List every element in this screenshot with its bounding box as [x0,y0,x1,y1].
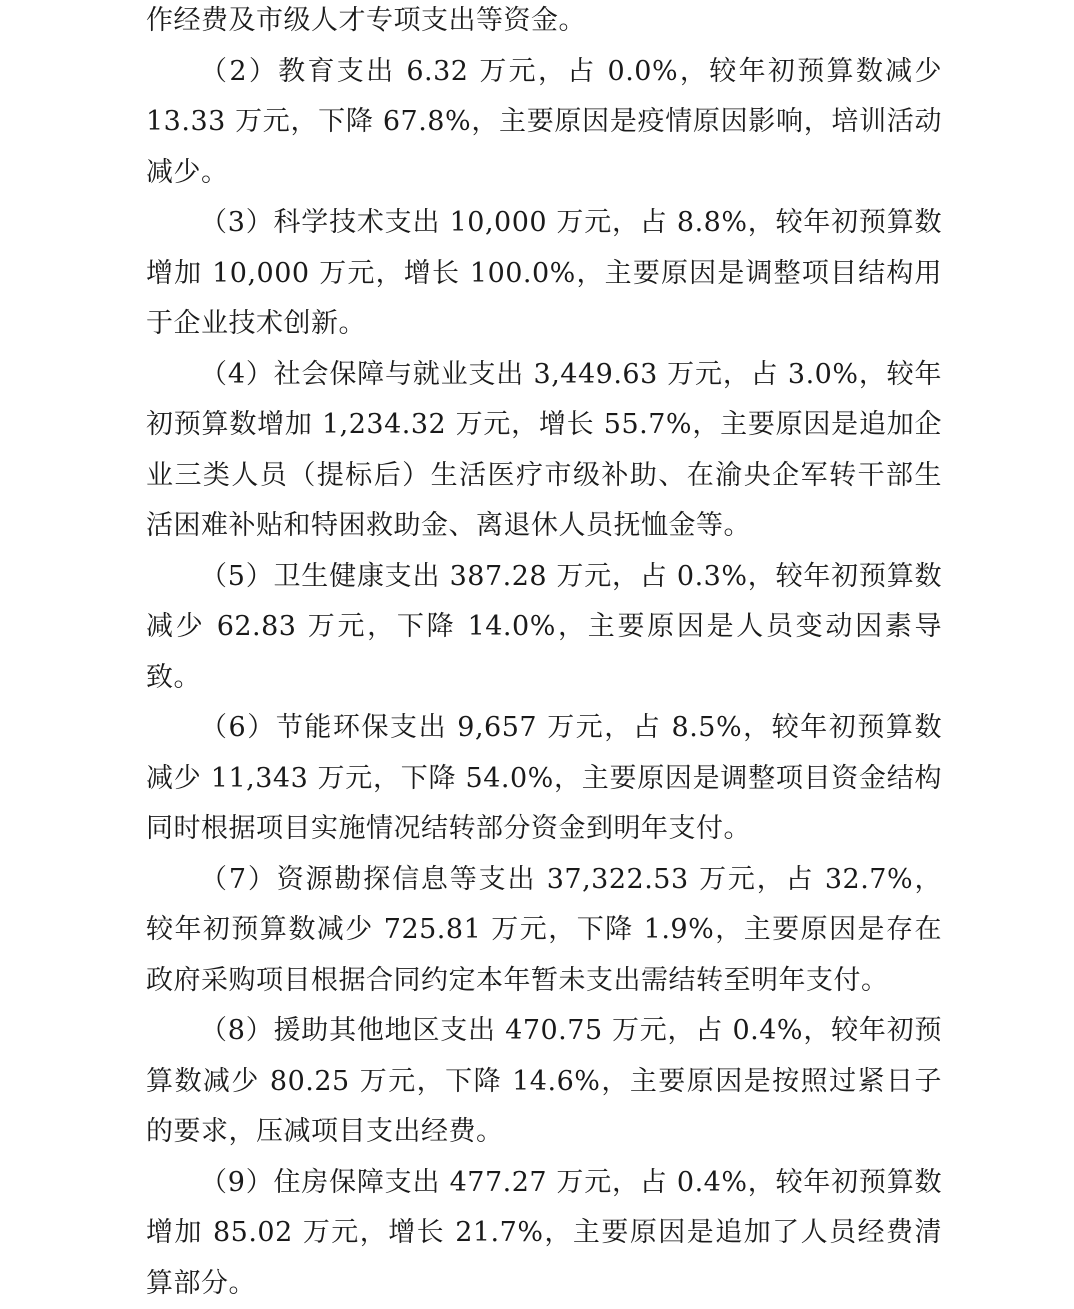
paragraph-resource-exploration-expenditure: （7）资源勘探信息等支出 37,322.53 万元，占 32.7%，较年初预算数减少 725.81 万元，下降 1.9%，主要原因是存在政府采购项目根据合同约定本年暂未支出需结转至明年支付。 [146,855,942,1007]
paragraph-continuation: 作经费及市级人才专项支出等资金。 [146,0,942,47]
paragraph-aid-other-regions-expenditure: （8）援助其他地区支出 470.75 万元，占 0.4%，较年初预算数减少 80.25 万元，下降 14.6%，主要原因是按照过紧日子的要求，压减项目支出经费。 [146,1006,942,1158]
paragraph-health-expenditure: （5）卫生健康支出 387.28 万元，占 0.3%，较年初预算数减少 62.83 万元，下降 14.0%，主要原因是人员变动因素导致。 [146,552,942,704]
paragraph-social-security-expenditure: （4）社会保障与就业支出 3,449.63 万元，占 3.0%，较年初预算数增加 1,234.32 万元，增长 55.7%，主要原因是追加企业三类人员（提标后）生活医疗市级补助、在渝央企军转干部生活困难补贴和特困救助金、离退休人员抚恤金等。 [146,350,942,552]
document-body [146,0,942,1309]
paragraph-energy-environment-expenditure: （6）节能环保支出 9,657 万元，占 8.5%，较年初预算数减少 11,343 万元，下降 54.0%，主要原因是调整项目资金结构同时根据项目实施情况结转部分资金到明年支付。 [146,703,942,855]
paragraph-education-expenditure: （2）教育支出 6.32 万元，占 0.0%，较年初预算数减少 13.33 万元，下降 67.8%，主要原因是疫情原因影响，培训活动减少。 [146,47,942,199]
paragraph-science-technology-expenditure: （3）科学技术支出 10,000 万元，占 8.8%，较年初预算数增加 10,000 万元，增长 100.0%，主要原因是调整项目结构用于企业技术创新。 [146,198,942,350]
paragraph-housing-security-expenditure: （9）住房保障支出 477.27 万元，占 0.4%，较年初预算数增加 85.02 万元，增长 21.7%，主要原因是追加了人员经费清算部分。 [146,1158,942,1309]
